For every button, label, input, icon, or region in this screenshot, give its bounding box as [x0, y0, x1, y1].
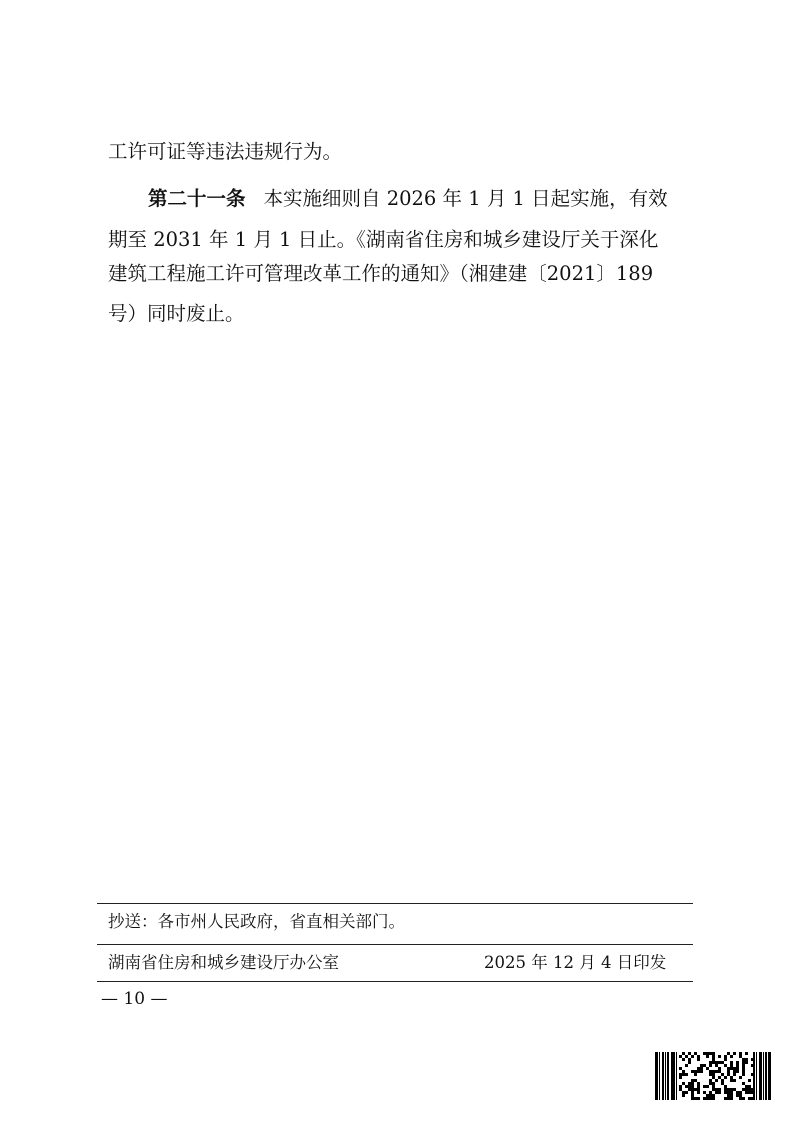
article-heading: 第二十一条 — [148, 187, 246, 210]
footer-middle-rule — [97, 944, 693, 945]
cc-recipients: 抄送：各市州人民政府，省直相关部门。 — [108, 912, 405, 931]
article-21-paragraph — [148, 187, 668, 211]
body-line-4: 建筑工程施工许可管理改革工作的通知》（湘建建〔2021〕189 — [108, 262, 654, 285]
body-line-3: 期至 2031 年 1 月 1 日止。《湖南省住房和城乡建设厅关于深化 — [108, 228, 659, 251]
document-footer — [0, 890, 793, 1020]
footer-top-rule — [97, 903, 693, 904]
document-body — [0, 0, 793, 340]
footer-bottom-rule — [97, 981, 693, 982]
body-line-5: 号）同时废止。 — [108, 302, 245, 325]
body-line-1: 工许可证等违法违规行为。 — [108, 140, 343, 163]
article-text-start: 本实施细则自 2026 年 1 月 1 日起实施，有效 — [263, 187, 668, 210]
page-number: — 10 — — [101, 989, 168, 1009]
print-date: 2025 年 12 月 4 日印发 — [484, 953, 667, 972]
barcode-icon — [655, 1052, 771, 1100]
issuing-office: 湖南省住房和城乡建设厅办公室 — [108, 953, 339, 972]
